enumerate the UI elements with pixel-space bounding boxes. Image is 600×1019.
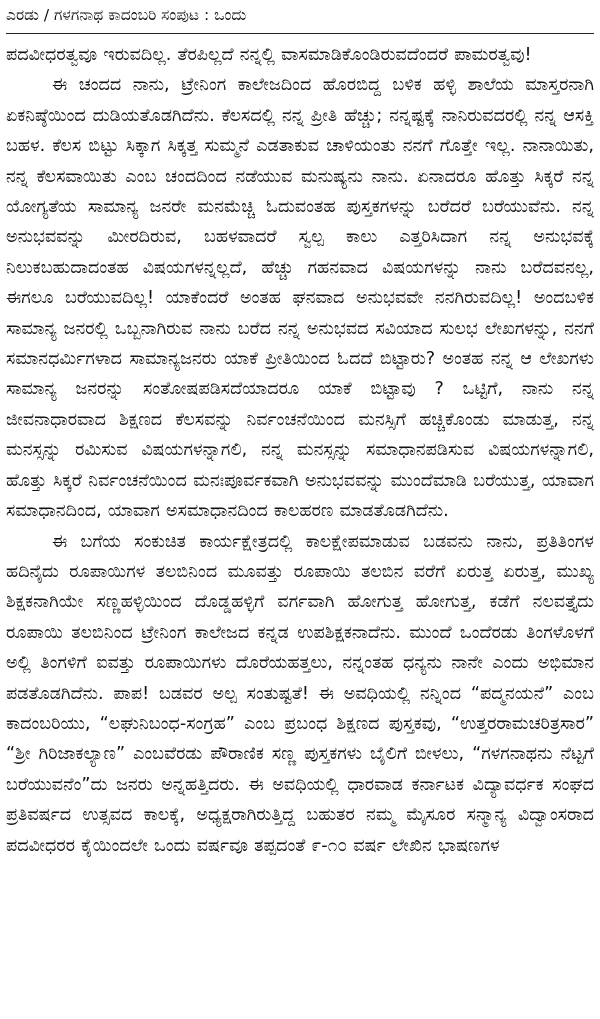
page-body bbox=[6, 40, 594, 861]
paragraph: ಪದವೀಧರತ್ವವೂ ಇರುವದಿಲ್ಲ. ತೆರಪಿಲ್ಲದೆ ನನ್ನಲ್ಲಿ ವಾಸಮಾಡಿಕೊಂಡಿರುವದೆಂದರೆ ಪಾಮರತ್ವವು! bbox=[6, 45, 532, 65]
paragraph: ಈ ಚಂದದ ನಾನು, ಟ್ರೇನಿಂಗ ಕಾಲೇಜದಿಂದ ಹೊರಬಿದ್ದ ಬಳಿಕ ಹಳ್ಳಿ ಶಾಲೆಯ ಮಾಸ್ತರನಾಗಿ ಏಕನಿಷ್ಠೆಯಿಂದ ದುಡಿಯತೊಡಗಿದೆನು. ಕೆಲಸದಲ್ಲಿ ನನ್ನ ಪ್ರೀತಿ ಹೆಚ್ಚು; ನನ್ನಷ್ಟಕ್ಕೆ ನಾನಿರುವದರಲ್ಲಿ ನನ್ನ ಆಸಕ್ತಿ ಬಹಳ. ಕೆಲಸ ಬಿಟ್ಟು ಸಿಕ್ಕಾಗ ಸಿಕ್ಕತ್ತ ಸುಮ್ಮನೆ ಎಡತಾಕುವ ಚಾಳಿಯಂತು ನನಗೆ ಗೊತ್ತೇ ಇಲ್ಲ. ನಾನಾಯಿತು, ನನ್ನ ಕೆಲಸವಾಯಿತು ಎಂಬ ಚಂದದಿಂದ ನಡೆಯುವ ಮನುಷ್ಯನು ನಾನು. ಏನಾದರೂ ಹೊತ್ತು ಸಿಕ್ಕರೆ ನನ್ನ ಯೋಗ್ಯತೆಯ ಸಾಮಾನ್ಯ ಜನರೇ ಮನಮೆಚ್ಚಿ ಓದುವಂತಹ ಪುಸ್ತಕಗಳನ್ನು ಬರೆದರೆ ಬರೆಯುವೆನು. ನನ್ನ ಅನುಭವವನ್ನು ಮೀರದಿರುವ, ಬಹಳವಾದರೆ ಸ್ವಲ್ಪ ಕಾಲು ಎತ್ತರಿಸಿದಾಗ ನನ್ನ ಅನುಭವಕ್ಕೆ ನಿಲುಕಬಹುದಾದಂತಹ ವಿಷಯಗಳನ್ನಲ್ಲದೆ, ಹೆಚ್ಚು ಗಹನವಾದ ವಿಷಯಗಳನ್ನು ನಾನು ಬರೆದವನಲ್ಲ, ಈಗಲೂ ಬರೆಯುವದಿಲ್ಲ! ಯಾಕೆಂದರೆ ಅಂತಹ ಘನವಾದ ಅನುಭವವೇ ನನಗಿರುವದಿಲ್ಲ! ಅಂದಬಳಿಕ ಸಾಮಾನ್ಯ ಜನರಲ್ಲಿ ಒಬ್ಬನಾಗಿರುವ ನಾನು ಬರೆದ ನನ್ನ ಅನುಭವದ ಸವಿಯಾದ ಸುಲಭ ಲೇಖಗಳನ್ನು, ನನಗೆ ಸಮಾನಧರ್ಮಿಗಳಾದ ಸಾಮಾನ್ಯಜನರು ಯಾಕೆ ಪ್ರೀತಿಯಿಂದ ಓದದೆ ಬಿಟ್ಟಾರು? ಅಂತಹ ನನ್ನ ಆ ಲೇಖಗಳು ಸಾಮಾನ್ಯ ಜನರನ್ನು ಸಂತೋಷಪಡಿಸದೆಯಾದರೂ ಯಾಕೆ ಬಿಟ್ಟಾವು ? ಒಟ್ಟಿಗೆ, ನಾನು ನನ್ನ ಜೀವನಾಧಾರವಾದ ಶಿಕ್ಷಣದ ಕೆಲಸವನ್ನು ನಿರ್ವಂಚನೆಯಿಂದ ಮನಸ್ಸಿಗೆ ಹಚ್ಚಿಕೊಂಡು ಮಾಡುತ್ತ, ನನ್ನ ಮನಸ್ಸನ್ನು ರಮಿಸುವ ವಿಷಯಗಳನ್ನಾಗಲಿ, ನನ್ನ ಮನಸ್ಸನ್ನು ಸಮಾಧಾನಪಡಿಸುವ ವಿಷಯಗಳನ್ನಾಗಲಿ, ಹೊತ್ತು ಸಿಕ್ಕರೆ ನಿರ್ವಂಚನೆಯಿಂದ ಮನಃಪೂರ್ವಕವಾಗಿ ಅನುಭವವನ್ನು ಮುಂದೆಮಾಡಿ ಬರೆಯುತ್ತ, ಯಾವಾಗ ಸಮಾಧಾನದಿಂದ, ಯಾವಾಗ ಅಸಮಾಧಾನದಿಂದ ಕಾಲಹರಣ ಮಾಡತೊಡಗಿದೆನು. bbox=[6, 75, 594, 522]
running-header: ಎರಡು / ಗಳಗನಾಥ ಕಾದಂಬರಿ ಸಂಪುಟ : ಒಂದು bbox=[6, 0, 594, 34]
paragraph: ಈ ಬಗೆಯ ಸಂಕುಚಿತ ಕಾರ್ಯಕ್ಷೇತ್ರದಲ್ಲಿ ಕಾಲಕ್ಷೇಪಮಾಡುವ ಬಡವನು ನಾನು, ಪ್ರತಿತಿಂಗಳ ಹದಿನೈದು ರೂಪಾಯಿಗಳ ತಲಬಿನಿಂದ ಮೂವತ್ತು ರೂಪಾಯಿ ತಲಬಿನ ವರೆಗೆ ಏರುತ್ತ ಏರುತ್ತ, ಮುಖ್ಯ ಶಿಕ್ಷಕನಾಗಿಯೇ ಸಣ್ಣಹಳ್ಳಿಯಿಂದ ದೊಡ್ಡಹಳ್ಳಿಗೆ ವರ್ಗವಾಗಿ ಹೋಗುತ್ತ ಹೋಗುತ್ತ, ಕಡೆಗೆ ನಲವತ್ತೈದು ರೂಪಾಯಿ ತಲಬಿನಿಂದ ಟ್ರೇನಿಂಗ ಕಾಲೇಜದ ಕನ್ನಡ ಉಪಶಿಕ್ಷಕನಾದೆನು. ಮುಂದೆ ಒಂದೆರಡು ತಿಂಗಳೊಳಗೆ ಅಲ್ಲಿ ತಿಂಗಳಿಗೆ ಐವತ್ತು ರೂಪಾಯಿಗಳು ದೊರೆಯಹತ್ತಲು, ನನ್ನಂತಹ ಧನ್ಯನು ನಾನೇ ಎಂದು ಅಭಿಮಾನ ಪಡತೊಡಗಿದೆನು. ಪಾಪ! ಬಡವರ ಅಲ್ಪ ಸಂತುಷ್ಟತೆ! ಈ ಅವಧಿಯಲ್ಲಿ ನನ್ನಿಂದ “ಪದ್ಮನಯನೆ” ಎಂಬ ಕಾದಂಬರಿಯು, “ಲಘುನಿಬಂಧ-ಸಂಗ್ರಹ” ಎಂಬ ಪ್ರಬಂಧ ಶಿಕ್ಷಣದ ಪುಸ್ತಕವು, “ಉತ್ತರರಾಮಚರಿತ್ರಸಾರ” “ಶ್ರೀ ಗಿರಿಜಾಕಲ್ಯಾಣ” ಎಂಬವೆರಡು ಪೌರಾಣಿಕ ಸಣ್ಣ ಪುಸ್ತಕಗಳು ಬೈಲಿಗೆ ಬೀಳಲು, “ಗಳಗನಾಥನು ನೆಟ್ಟಗೆ ಬರೆಯುವನೆಂ”ದು ಜನರು ಅನ್ನಹತ್ತಿದರು. ಈ ಅವಧಿಯಲ್ಲಿ ಧಾರವಾಡ ಕರ್ನಾಟಕ ವಿದ್ಯಾವರ್ಧಕ ಸಂಘದ ಪ್ರತಿವರ್ಷದ ಉತ್ಸವದ ಕಾಲಕ್ಕೆ, ಅಧ್ಯಕ್ಷರಾಗಿರುತ್ತಿದ್ದ ಬಹುತರ ನಮ್ಮ ಮೈಸೂರ ಸನ್ಮಾನ್ಯ ವಿದ್ವಾಂಸರಾದ ಪದವೀಧರರ ಕೈಯಿಂದಲೇ ಒಂದು ವರ್ಷವೂ ತಪ್ಪದಂತೆ ೯-೧೦ ವರ್ಷ ಲೇಖಿನ ಭಾಷಣಗಳ bbox=[6, 531, 594, 856]
